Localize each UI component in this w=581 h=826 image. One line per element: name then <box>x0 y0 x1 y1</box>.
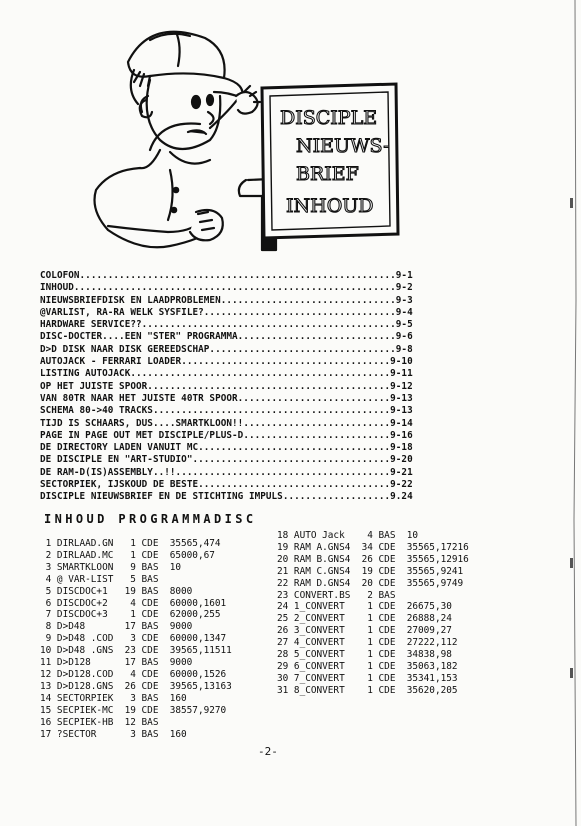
program-name: 1_CONVERT <box>293 601 345 613</box>
program-row <box>40 538 232 550</box>
program-name: DISCDOC+1 <box>56 585 108 597</box>
program-name: D>D48 .GNS <box>56 645 114 657</box>
program-row <box>277 637 469 649</box>
program-name: CONVERT.BS <box>293 589 351 601</box>
program-row <box>277 566 469 578</box>
program-row <box>277 661 469 673</box>
sign-line-3: BRIEF <box>296 163 359 185</box>
program-info: 34838,98 <box>406 649 452 661</box>
program-type: CDE <box>378 613 396 625</box>
program-type: BAS <box>378 530 396 541</box>
program-info: 35565,17216 <box>406 541 469 553</box>
program-row <box>40 729 232 741</box>
program-info: 35565,9241 <box>406 565 464 577</box>
program-number: 31 <box>277 684 289 696</box>
toc-dot-leader: ................................... <box>192 454 391 466</box>
toc-entry-title: D>D DISK NAAR DISK GEREEDSCHAP <box>40 343 210 355</box>
toc-entry <box>40 307 413 319</box>
program-info: 35063,182 <box>406 660 458 672</box>
program-size: 19 <box>361 565 373 577</box>
program-row <box>40 705 232 717</box>
toc-entry-title: NIEUWSBRIEFDISK EN LAADPROBLEMEN <box>40 294 221 306</box>
program-size: 4 <box>130 597 136 609</box>
toc-entry-page: 9.24 <box>390 491 413 503</box>
toc-entry-page: 9-13 <box>390 405 413 417</box>
program-disc-heading: INHOUD PROGRAMMADISC <box>44 512 257 526</box>
program-type: CDE <box>378 649 396 661</box>
program-size: 1 <box>367 660 373 672</box>
program-info: 35565,9749 <box>406 577 464 589</box>
program-name: SECPIEK-MC <box>56 704 114 716</box>
toc-entry-title: COLOFON <box>40 270 80 281</box>
toc-entry-title: DISCIPLE NIEUWSBRIEF EN DE STICHTING IMPULS <box>40 491 283 503</box>
sign-line-4: INHOUD <box>286 195 374 217</box>
toc-entry-title: AUTOJACK - FERRARI LOADER <box>40 356 182 368</box>
toc-entry-page: 9-10 <box>390 356 413 368</box>
program-name: 6_CONVERT <box>293 660 345 672</box>
program-number: 11 <box>40 657 52 669</box>
program-type: BAS <box>141 716 159 728</box>
program-row <box>277 649 469 661</box>
program-type: BAS <box>141 573 159 585</box>
program-size: 1 <box>367 637 373 649</box>
program-size: 1 <box>367 613 373 625</box>
program-number: 2 <box>45 549 52 561</box>
program-row <box>277 613 469 625</box>
program-type: CDE <box>378 553 396 565</box>
toc-entry-title: TIJD IS SCHAARS, DUS....SMARTKLOON!! <box>40 417 244 429</box>
program-row <box>277 578 469 590</box>
program-size: 26 <box>124 680 136 692</box>
program-info: 8000 <box>169 585 193 597</box>
program-name: @ VAR-LIST <box>56 573 114 585</box>
toc-entry-page: 9-21 <box>390 466 413 478</box>
toc-entry <box>40 430 413 442</box>
program-name: 7_CONVERT <box>293 672 345 684</box>
program-size: 1 <box>367 625 373 637</box>
program-info: 35341,153 <box>406 672 458 684</box>
toc-dot-leader: .................................. <box>198 442 391 454</box>
toc-entry <box>40 319 413 331</box>
toc-entry <box>40 270 413 282</box>
program-name: RAM C.GNS4 <box>293 565 351 577</box>
toc-entry <box>40 467 413 479</box>
program-name: SECTORPIEK <box>56 692 114 704</box>
program-info: 10 <box>169 561 182 573</box>
program-type: CDE <box>141 668 159 680</box>
program-info: 60000,1601 <box>169 597 227 609</box>
program-type: CDE <box>378 660 396 672</box>
program-info: 35565,12916 <box>406 553 469 565</box>
program-row <box>40 609 232 621</box>
toc-entry-title: INHOUD <box>40 282 74 294</box>
program-size: 9 <box>130 561 136 573</box>
toc-entry-page: 9-4 <box>395 306 413 318</box>
program-type: BAS <box>141 561 159 573</box>
program-info: 65000,67 <box>169 549 215 561</box>
toc-entry <box>40 442 413 454</box>
toc-entry-title: DE DIRECTORY LADEN VANUIT MC <box>40 442 199 454</box>
program-type: CDE <box>141 597 159 609</box>
toc-entry <box>40 356 413 368</box>
toc-entry-title: OP HET JUISTE SPOOR <box>40 380 148 392</box>
program-row <box>40 586 232 598</box>
program-size: 12 <box>124 716 136 728</box>
program-name: DIRLAAD.MC <box>56 549 114 561</box>
program-info: 62000,255 <box>169 609 221 621</box>
program-type: BAS <box>141 585 159 597</box>
sign-line-1: DISCIPLE <box>280 107 378 129</box>
toc-entry-page: 9-14 <box>390 417 413 429</box>
toc-entry <box>40 454 413 466</box>
program-number: 23 <box>277 589 289 601</box>
program-size: 1 <box>130 549 136 561</box>
program-name: 8_CONVERT <box>293 684 345 696</box>
program-size: 3 <box>130 728 136 740</box>
program-name: DIRLAAD.GN <box>56 538 114 549</box>
program-number: 9 <box>45 633 52 645</box>
toc-entry-page: 9-3 <box>395 294 413 306</box>
program-type: CDE <box>141 704 159 716</box>
toc-entry <box>40 491 413 503</box>
program-size: 1 <box>130 609 136 621</box>
program-size: 19 <box>124 704 136 716</box>
toc-entry-page: 9-6 <box>395 331 413 343</box>
program-size: 1 <box>367 684 373 696</box>
program-name: RAM D.GNS4 <box>293 577 351 589</box>
program-name: DISCDOC+3 <box>56 609 108 621</box>
program-type: CDE <box>378 565 396 577</box>
program-row <box>40 633 232 645</box>
program-size: 19 <box>124 585 136 597</box>
program-number: 18 <box>277 530 289 541</box>
program-size: 20 <box>361 577 373 589</box>
program-number: 20 <box>277 553 289 565</box>
program-type: CDE <box>141 680 159 692</box>
program-type: CDE <box>378 672 396 684</box>
toc-dot-leader: ........................................... <box>147 380 391 392</box>
program-number: 26 <box>277 625 289 637</box>
program-number: 12 <box>40 668 52 680</box>
toc-entry-page: 9-8 <box>395 343 413 355</box>
program-size: 4 <box>130 668 136 680</box>
program-name: RAM A.GNS4 <box>293 541 351 553</box>
toc-entry-title: DE RAM-D(IS)ASSEMBLY..!! <box>40 466 176 478</box>
program-number: 29 <box>277 660 289 672</box>
program-number: 13 <box>40 680 52 692</box>
toc-dot-leader: .............................................. <box>130 368 391 380</box>
toc-dot-leader: .......................................... <box>152 405 391 417</box>
program-number: 14 <box>40 692 52 704</box>
scan-edge <box>567 0 581 826</box>
program-info: 39565,11511 <box>169 645 232 657</box>
toc-dot-leader: ............................ <box>237 331 396 343</box>
program-number: 8 <box>45 621 52 633</box>
program-type: BAS <box>141 621 159 633</box>
program-name: 3_CONVERT <box>293 625 345 637</box>
toc-entry-title: DISC-DOCTER....EEN "STER" PROGRAMMA <box>40 331 238 343</box>
program-row <box>40 621 232 633</box>
program-row <box>277 542 469 554</box>
program-info: 38557,9270 <box>169 704 227 716</box>
toc-dot-leader: ............................... <box>220 294 396 306</box>
program-row <box>40 693 232 705</box>
program-name: RAM B.GNS4 <box>293 553 351 565</box>
toc-entry-page: 9-2 <box>395 282 413 294</box>
program-size: 2 <box>367 589 373 601</box>
toc-entry <box>40 331 413 343</box>
program-info: 26888,24 <box>406 613 452 625</box>
program-name: 2_CONVERT <box>293 613 345 625</box>
program-number: 10 <box>40 645 52 657</box>
toc-entry <box>40 479 413 491</box>
program-row <box>40 657 232 669</box>
program-type: CDE <box>378 625 396 637</box>
page-number: -2- <box>258 745 278 758</box>
cartoon-illustration <box>0 0 400 260</box>
program-number: 4 <box>45 573 52 585</box>
program-row <box>277 625 469 637</box>
program-type: CDE <box>141 645 159 657</box>
program-number: 27 <box>277 637 289 649</box>
toc-entry-title: HARDWARE SERVICE?? <box>40 319 142 331</box>
program-type: CDE <box>378 637 396 649</box>
program-size: 26 <box>361 553 373 565</box>
program-info: 9000 <box>169 657 193 669</box>
program-list-right <box>277 530 469 697</box>
program-number: 19 <box>277 541 289 553</box>
toc-entry <box>40 381 413 393</box>
program-row <box>277 601 469 613</box>
toc-entry-page: 9-12 <box>390 380 413 392</box>
toc-entry <box>40 405 413 417</box>
program-size: 3 <box>130 633 136 645</box>
program-row <box>40 562 232 574</box>
toc-dot-leader: .......................... <box>243 429 391 441</box>
program-number: 7 <box>45 609 52 621</box>
toc-entry-page: 9-1 <box>395 270 413 281</box>
toc-entry-title: PAGE IN PAGE OUT MET DISCIPLE/PLUS-D <box>40 429 244 441</box>
program-size: 23 <box>124 645 136 657</box>
program-size: 34 <box>361 541 373 553</box>
program-info: 60000,1526 <box>169 668 227 680</box>
program-row <box>277 554 469 566</box>
program-number: 28 <box>277 649 289 661</box>
program-info: 9000 <box>169 621 193 633</box>
program-row <box>277 673 469 685</box>
toc-entry-page: 9-22 <box>390 479 413 491</box>
toc-entry <box>40 282 413 294</box>
program-number: 24 <box>277 601 289 613</box>
program-info: 160 <box>169 728 187 740</box>
toc-entry-title: SECTORPIEK, IJSKOUD DE BESTE <box>40 479 199 491</box>
program-row <box>277 685 469 697</box>
toc-entry-page: 9-16 <box>390 429 413 441</box>
program-number: 3 <box>45 561 52 573</box>
program-type: CDE <box>141 549 159 561</box>
toc-dot-leader: ............................................. <box>141 319 396 331</box>
program-name: AUTO Jack <box>293 530 345 541</box>
program-name: ?SECTOR <box>56 728 97 740</box>
toc-dot-leader: ........................................................ <box>79 270 396 281</box>
program-type: CDE <box>378 684 396 696</box>
program-row <box>40 645 232 657</box>
program-size: 1 <box>130 538 136 549</box>
toc-entry-page: 9-13 <box>390 392 413 404</box>
program-size: 1 <box>367 672 373 684</box>
program-info: 160 <box>169 692 187 704</box>
program-row <box>277 530 469 542</box>
program-type: BAS <box>141 692 159 704</box>
program-number: 5 <box>45 585 52 597</box>
toc-dot-leader: ................... <box>282 491 391 503</box>
program-number: 6 <box>45 597 52 609</box>
program-number: 1 <box>45 538 52 549</box>
program-size: 4 <box>367 530 373 541</box>
program-name: D>D128 <box>56 657 91 669</box>
toc-entry-title: SCHEMA 80->40 TRACKS <box>40 405 153 417</box>
program-name: DISCDOC+2 <box>56 597 108 609</box>
toc-entry-page: 9-20 <box>390 454 413 466</box>
program-name: 4_CONVERT <box>293 637 345 649</box>
sign-line-2: NIEUWS- <box>296 135 390 157</box>
program-type: CDE <box>378 601 396 613</box>
program-name: D>D48 <box>56 621 86 633</box>
program-info: 26675,30 <box>406 601 452 613</box>
program-info: 60000,1347 <box>169 633 227 645</box>
program-type: CDE <box>141 609 159 621</box>
program-size: 1 <box>367 649 373 661</box>
table-of-contents <box>40 270 413 504</box>
toc-entry-page: 9-5 <box>395 319 413 331</box>
program-name: SECPIEK-HB <box>56 716 114 728</box>
program-list-left <box>40 538 232 740</box>
program-row <box>40 550 232 562</box>
program-info: 10 <box>406 530 419 541</box>
program-row <box>277 590 469 602</box>
program-info: 27009,27 <box>406 625 452 637</box>
program-row <box>40 598 232 610</box>
toc-entry <box>40 368 413 380</box>
program-type: CDE <box>378 577 396 589</box>
program-type: CDE <box>141 633 159 645</box>
program-number: 21 <box>277 565 289 577</box>
toc-entry-title: VAN 80TR NAAR HET JUISTE 40TR SPOOR <box>40 392 238 404</box>
program-number: 17 <box>40 728 52 740</box>
program-size: 3 <box>130 692 136 704</box>
program-name: 5_CONVERT <box>293 649 345 661</box>
program-name: D>D128.GNS <box>56 680 114 692</box>
toc-dot-leader: .................................. <box>198 479 391 491</box>
toc-dot-leader: ........................... <box>237 392 391 404</box>
toc-dot-leader: ..................................... <box>181 356 391 368</box>
program-row <box>40 574 232 586</box>
program-type: BAS <box>141 728 159 740</box>
program-size: 1 <box>367 601 373 613</box>
program-name: D>D48 .COD <box>56 633 114 645</box>
program-number: 15 <box>40 704 52 716</box>
toc-entry <box>40 344 413 356</box>
toc-dot-leader: ................................. <box>209 343 396 355</box>
toc-entry-title: DE DISCIPLE EN "ART-STUDIO" <box>40 454 193 466</box>
program-number: 30 <box>277 672 289 684</box>
toc-entry-title: @VARLIST, RA-RA WELK SYSFILE? <box>40 306 204 318</box>
toc-entry <box>40 393 413 405</box>
toc-entry <box>40 418 413 430</box>
toc-entry-page: 9-11 <box>390 368 413 380</box>
toc-entry-title: LISTING AUTOJACK <box>40 368 131 380</box>
toc-dot-leader: ...................................... <box>175 466 391 478</box>
program-number: 16 <box>40 716 52 728</box>
program-info: 27222,112 <box>406 637 458 649</box>
program-row <box>40 717 232 729</box>
toc-entry <box>40 295 413 307</box>
program-name: SMARTKLOON <box>56 561 114 573</box>
program-type: BAS <box>141 657 159 669</box>
program-row <box>40 669 232 681</box>
program-type: CDE <box>378 541 396 553</box>
program-size: 17 <box>124 621 136 633</box>
toc-entry-page: 9-18 <box>390 442 413 454</box>
toc-dot-leader: ......................................................... <box>73 282 396 294</box>
program-row <box>40 681 232 693</box>
program-size: 5 <box>130 573 136 585</box>
program-type: BAS <box>378 589 396 601</box>
program-info: 35620,205 <box>406 684 458 696</box>
program-name: D>D128.COD <box>56 668 114 680</box>
program-number: 25 <box>277 613 289 625</box>
program-info: 35565,474 <box>169 538 221 549</box>
program-number: 22 <box>277 577 289 589</box>
program-info: 39565,13163 <box>169 680 232 692</box>
toc-dot-leader: .......................... <box>243 417 391 429</box>
program-type: CDE <box>141 538 159 549</box>
toc-dot-leader: .................................. <box>203 306 396 318</box>
program-size: 17 <box>124 657 136 669</box>
